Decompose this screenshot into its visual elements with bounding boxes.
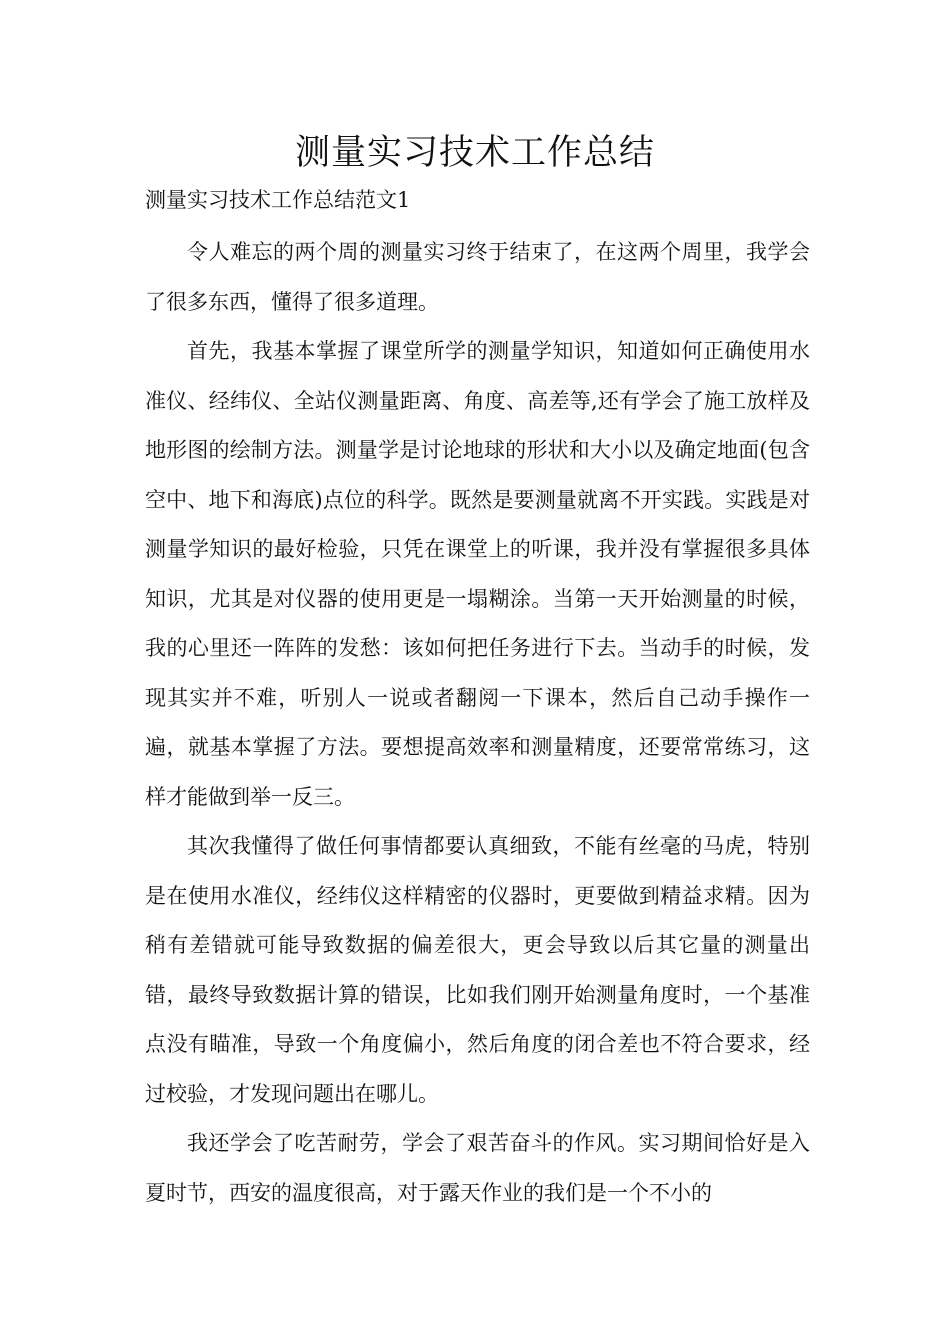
paragraph-3: 其次我懂得了做任何事情都要认真细致，不能有丝毫的马虎，特别是在使用水准仪，经纬仪这样精密的仪器时，更要做到精益求精。因为稍有差错就可能导致数据的偏差很大，更会导致以后其它量的测量出错，最终导致数据计算的错误，比如我们刚开始测量角度时，一个基准点没有瞄准，导致一个角度偏小，然后角度的闭合差也不符合要求，经过校验，才发现问题出在哪儿。 — [145, 834, 810, 1106]
paragraph-4: 我还学会了吃苦耐劳，学会了艰苦奋斗的作风。实习期间恰好是入夏时节，西安的温度很高，对于露天作业的我们是一个不小的 — [145, 1131, 810, 1205]
paragraph-1: 令人难忘的两个周的测量实习终于结束了，在这两个周里，我学会了很多东西，懂得了很多道理。 — [145, 240, 810, 314]
document-subtitle: 测量实习技术工作总结范文1 — [145, 188, 411, 212]
document-title: 测量实习技术工作总结 — [294, 133, 655, 173]
paragraph-2: 首先，我基本掌握了课堂所学的测量学知识，知道如何正确使用水准仪、经纬仪、全站仪测量距离、角度、高差等,还有学会了施工放样及地形图的绘制方法。测量学是讨论地球的形状和大小以及确定地面(包含空中、地下和海底)点位的科学。既然是要测量就离不开实践。实践是对测量学知识的最好检验，只凭在课堂上的听课，我并没有掌握很多具体知识，尤其是对仪器的使用更是一塌糊涂。当第一天开始测量的时候，我的心里还一阵阵的发愁：该如何把任务进行下去。当动手的时候，发现其实并不难，听别人一说或者翻阅一下课本，然后自己动手操作一遍，就基本掌握了方法。要想提高效率和测量精度，还要常常练习，这样才能做到举一反三。 — [145, 339, 810, 809]
document-body — [145, 228, 810, 1218]
